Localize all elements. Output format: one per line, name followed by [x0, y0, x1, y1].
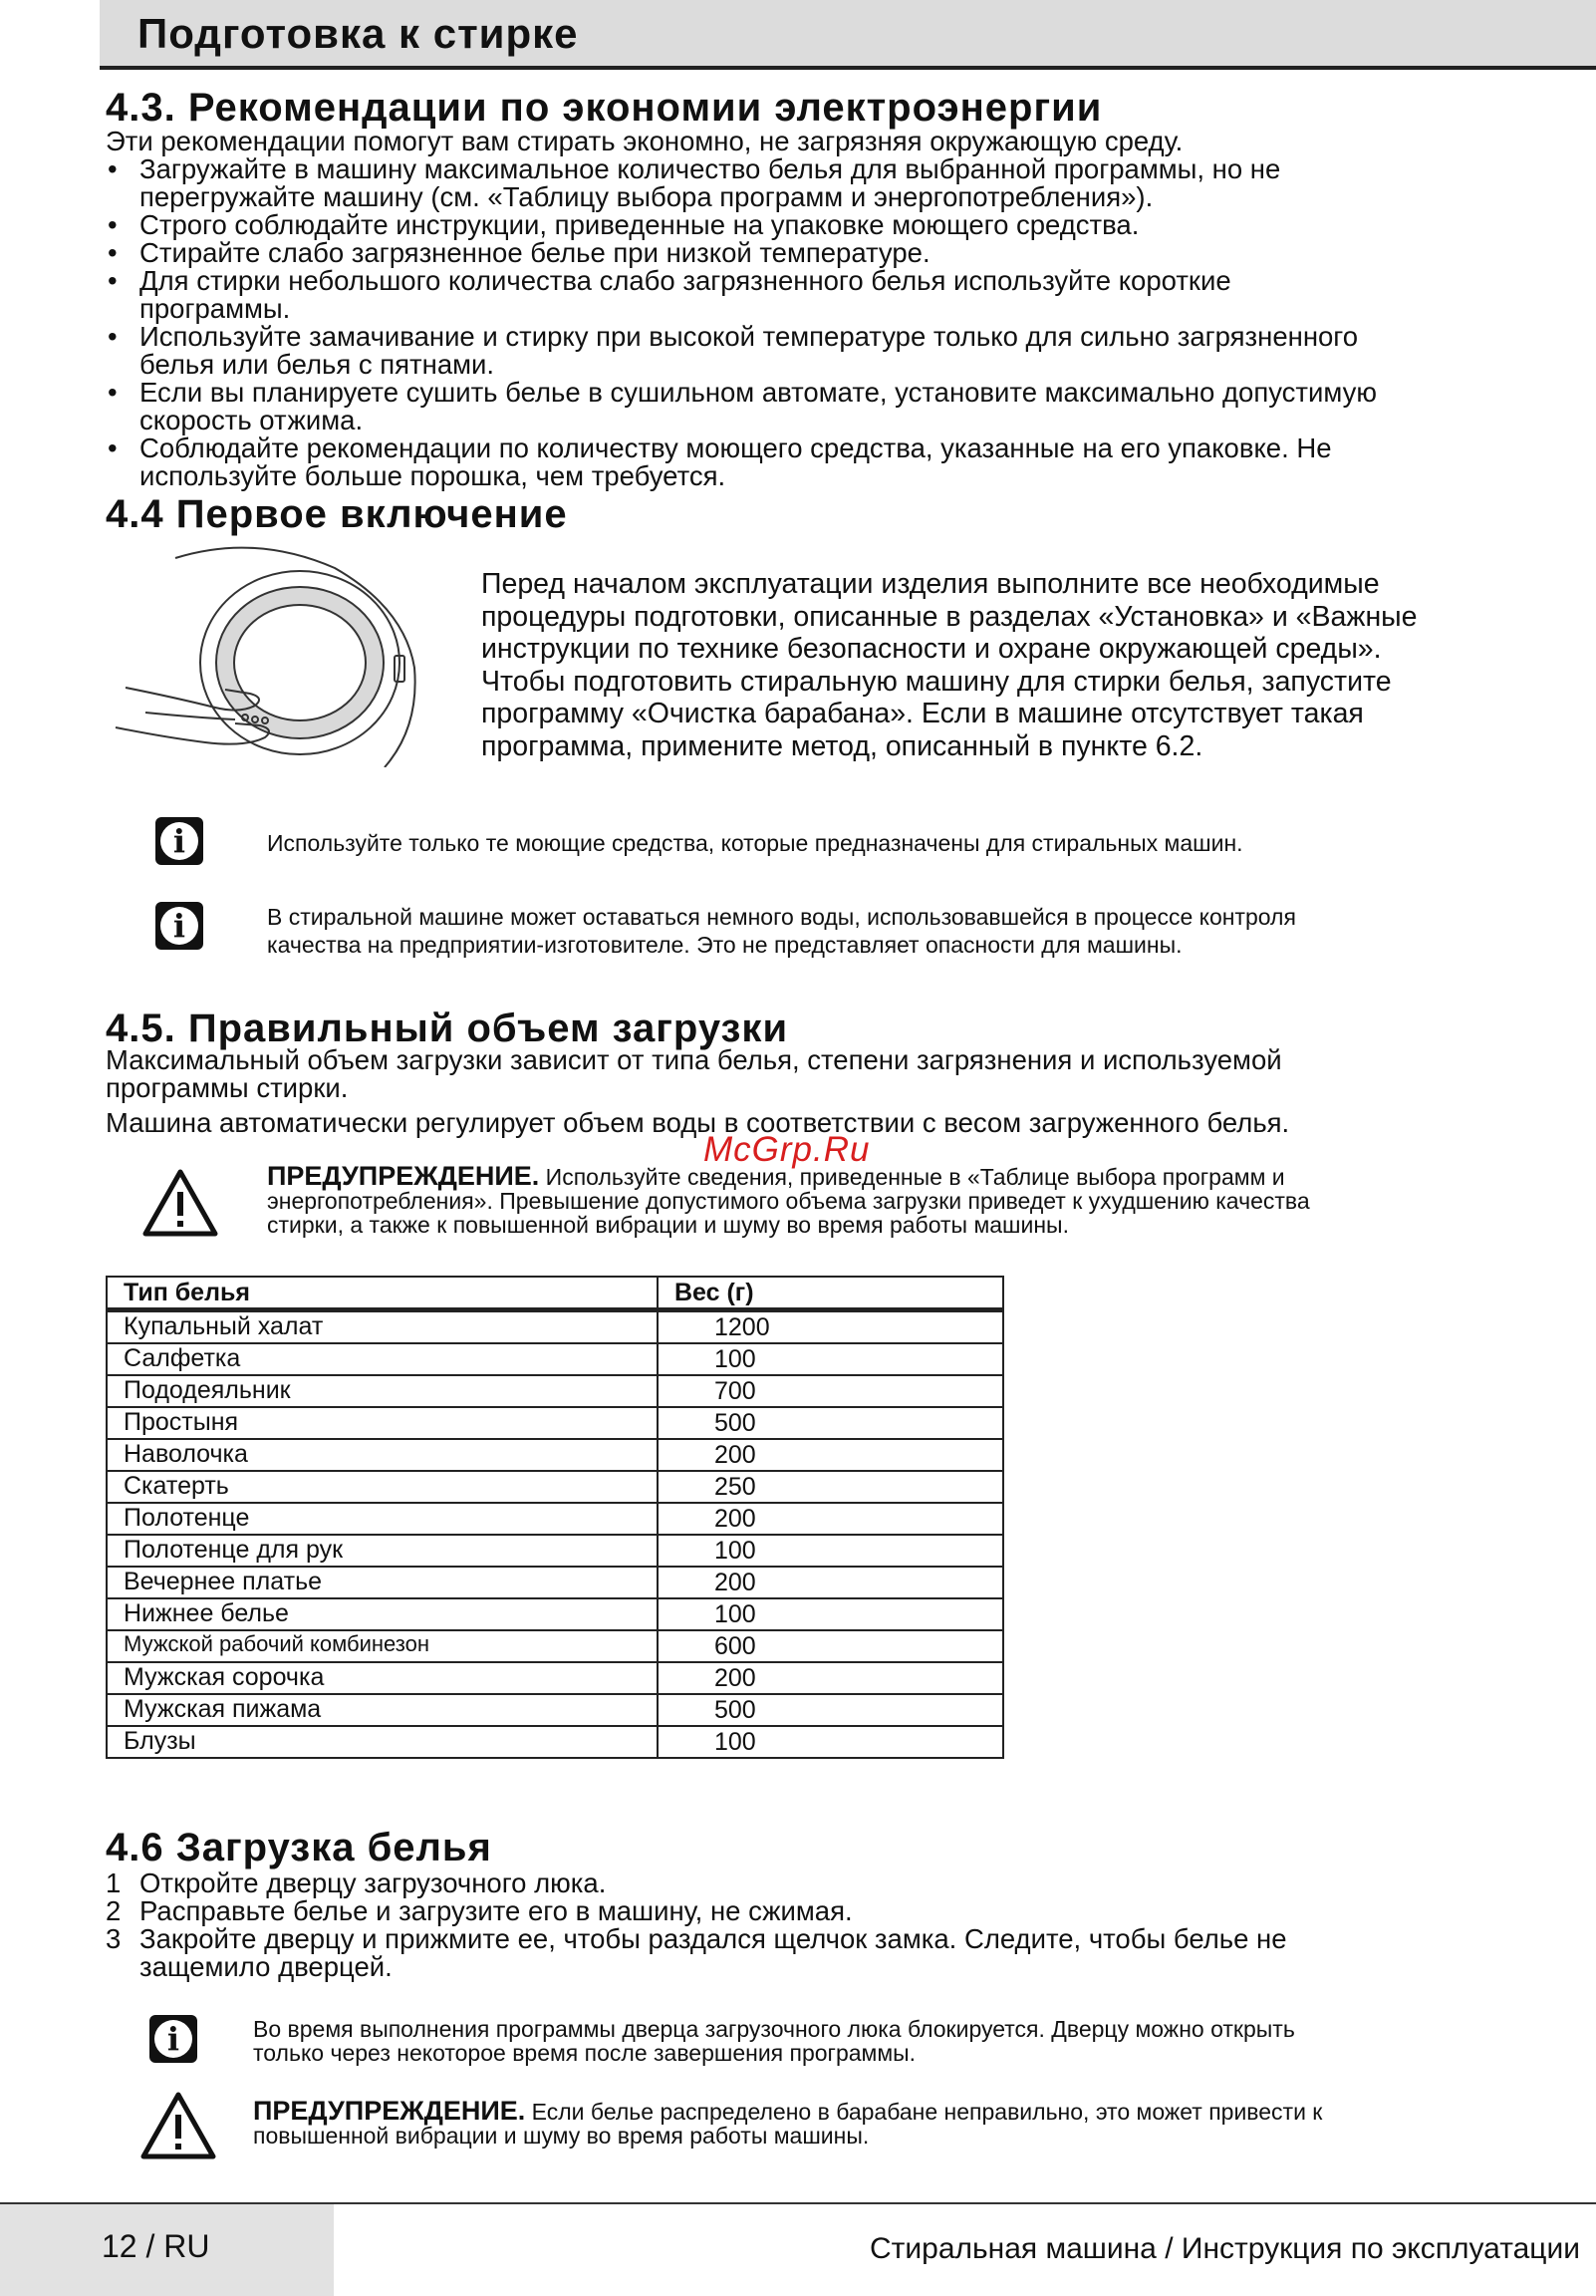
- cell-weight: 700: [658, 1375, 1003, 1407]
- list-item: 1 Откройте дверцу загрузочного люка.: [106, 1867, 607, 1898]
- cell-weight: 200: [658, 1567, 1003, 1598]
- cell-type: Скатерть: [107, 1471, 658, 1503]
- table-row: [107, 1439, 1003, 1471]
- list-item: • Загружайте в машину максимальное количество белья для выбранной программы, но не перегружайте машину (см. «Таблицу выбора программ и энергопотребления»).: [106, 155, 1377, 211]
- cell-type: Нижнее белье: [107, 1598, 658, 1630]
- cell-type: Полотенце: [107, 1503, 658, 1535]
- warning-imbalance: ПРЕДУПРЕЖДЕНИЕ. Если белье распределено в барабане неправильно, это может привести к повышенной вибрации и шуму во время работы машины.: [253, 2096, 1323, 2149]
- cell-type: Мужской рабочий комбинезон: [107, 1630, 658, 1662]
- info-note-door-lock: Во время выполнения программы дверца загрузочного люка блокируется. Дверцу можно открыть только через некоторое время после завершения программы.: [253, 2016, 1295, 2066]
- cell-type: Пододеяльник: [107, 1375, 658, 1407]
- water-adjust-paragraph: Машина автоматически регулирует объем воды в соответствии с весом загруженного белья.: [106, 1107, 1290, 1138]
- cell-weight: 200: [658, 1503, 1003, 1535]
- table-row: [107, 1630, 1003, 1662]
- table-row: [107, 1726, 1003, 1758]
- warning-icon: [139, 2091, 217, 2160]
- heading-4-4: 4.4 Первое включение: [106, 492, 568, 536]
- bullet-list-4-3: [106, 155, 1377, 490]
- cell-weight: 200: [658, 1439, 1003, 1471]
- info-icon: i: [155, 902, 203, 950]
- table-row: [107, 1343, 1003, 1375]
- cell-type: Полотенце для рук: [107, 1535, 658, 1567]
- laundry-weight-table: [106, 1276, 1004, 1759]
- cell-weight: 600: [658, 1630, 1003, 1662]
- cell-type: Мужская сорочка: [107, 1662, 658, 1694]
- cell-type: Мужская пижама: [107, 1694, 658, 1726]
- cell-weight: 500: [658, 1694, 1003, 1726]
- warning-overload: ПРЕДУПРЕЖДЕНИЕ. Используйте сведения, приведенные в «Таблице выбора программ и энергопотребления». Превышение допустимого объема загрузки приведет к ухудшению качества стирки, а также к повышенной вибрации и шуму во время работы машины.: [267, 1161, 1310, 1238]
- cell-weight: 200: [658, 1662, 1003, 1694]
- table-row: [107, 1471, 1003, 1503]
- washing-machine-door-illustration: [106, 538, 434, 767]
- list-item: 2 Расправьте белье и загрузите его в машину, не сжимая.: [106, 1895, 853, 1926]
- cell-type: Салфетка: [107, 1343, 658, 1375]
- info-note-detergent: Используйте только те моющие средства, которые предназначены для стиральных машин.: [267, 830, 1243, 856]
- info-icon: i: [149, 2015, 197, 2063]
- list-item: • Используйте замачивание и стирку при высокой температуре только для сильно загрязненного белья или белья с пятнами.: [106, 323, 1377, 379]
- column-header-type: Тип белья: [107, 1277, 658, 1310]
- list-item: • Соблюдайте рекомендации по количеству моющего средства, указанные на его упаковке. Не используйте больше порошка, чем требуется.: [106, 434, 1377, 490]
- cell-weight: 1200: [658, 1310, 1003, 1344]
- list-item: • Стирайте слабо загрязненное белье при низкой температуре.: [106, 239, 1377, 267]
- cell-weight: 100: [658, 1535, 1003, 1567]
- cell-type: Простыня: [107, 1407, 658, 1439]
- intro-4-3: Эти рекомендации помогут вам стирать экономно, не загрязняя окружающую среду.: [106, 126, 1184, 156]
- cell-type: Вечернее платье: [107, 1567, 658, 1598]
- cell-type: Купальный халат: [107, 1310, 658, 1344]
- document-title: Стиральная машина / Инструкция по эксплуатации: [869, 2232, 1580, 2265]
- table-row: [107, 1310, 1003, 1344]
- column-header-weight: Вес (г): [658, 1277, 1003, 1310]
- cell-weight: 500: [658, 1407, 1003, 1439]
- heading-4-3: 4.3. Рекомендации по экономии электроэнергии: [106, 86, 1103, 130]
- first-use-paragraph: Перед началом эксплуатации изделия выполните все необходимые процедуры подготовки, описанные в разделах «Установка» и «Важные инструкции по технике безопасности и охране окружающей среды». Чтобы подготовить стиральную машину для стирки белья, запустите программу «Очистка барабана». Если в машине отсутствует такая программа, примените метод, описанный в пункте 6.2.: [481, 568, 1418, 762]
- cell-weight: 100: [658, 1343, 1003, 1375]
- list-item: • Строго соблюдайте инструкции, приведенные на упаковке моющего средства.: [106, 211, 1377, 239]
- table-row: [107, 1694, 1003, 1726]
- cell-type: Блузы: [107, 1726, 658, 1758]
- table-row: [107, 1407, 1003, 1439]
- watermark: McGrp.Ru: [703, 1130, 871, 1169]
- table-row: [107, 1598, 1003, 1630]
- table-row: [107, 1662, 1003, 1694]
- heading-4-5: 4.5. Правильный объем загрузки: [106, 1006, 789, 1050]
- load-volume-paragraph: Максимальный объем загрузки зависит от типа белья, степени загрязнения и используемой программы стирки.: [106, 1044, 1282, 1103]
- cell-weight: 100: [658, 1726, 1003, 1758]
- table-row: [107, 1503, 1003, 1535]
- table-row: [107, 1567, 1003, 1598]
- info-icon: i: [155, 817, 203, 865]
- page-number: 12 / RU: [102, 2228, 210, 2264]
- info-note-residual-water: В стиральной машине может оставаться немного воды, использовавшейся в процессе контроля качества на предприятии-изготовителе. Это не представляет опасности для машины.: [267, 904, 1296, 958]
- cell-weight: 100: [658, 1598, 1003, 1630]
- cell-weight: 250: [658, 1471, 1003, 1503]
- list-item: • Если вы планируете сушить белье в сушильном автомате, установите максимально допустимую скорость отжима.: [106, 379, 1377, 434]
- list-item: 3 Закройте дверцу и прижмите ее, чтобы раздался щелчок замка. Следите, чтобы белье не защемило дверцей.: [106, 1923, 1287, 1982]
- table-row: [107, 1375, 1003, 1407]
- warning-icon: [141, 1168, 219, 1238]
- list-item: • Для стирки небольшого количества слабо загрязненного белья используйте короткие программы.: [106, 267, 1377, 323]
- header-title: Подготовка к стирке: [137, 10, 579, 57]
- table-header-row: [107, 1277, 1003, 1310]
- table-row: [107, 1535, 1003, 1567]
- cell-type: Наволочка: [107, 1439, 658, 1471]
- loading-steps: [106, 1869, 1287, 1981]
- heading-4-6: 4.6 Загрузка белья: [106, 1826, 492, 1869]
